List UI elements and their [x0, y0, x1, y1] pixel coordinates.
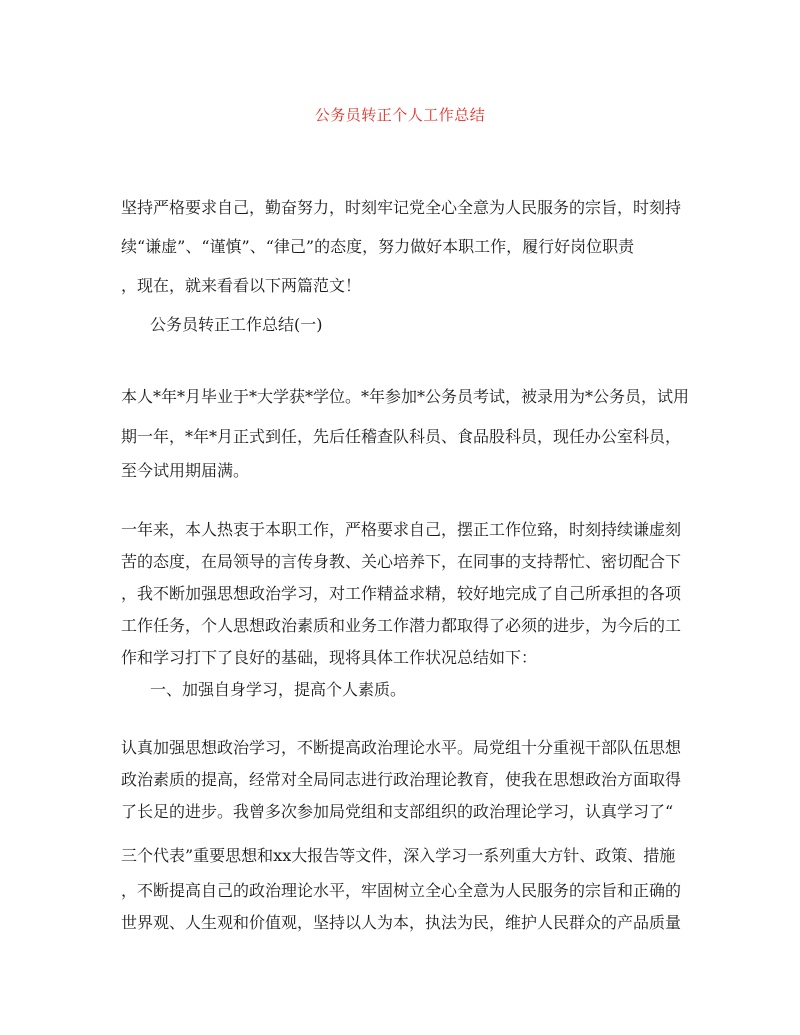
paragraph-2-line-3: ，我不断加强思想政治学习，对工作精益求精，较好地完成了自己所承担的各项: [121, 584, 682, 603]
paragraph-3-line-5: ，不断提高自己的政治理论水平，牢固树立全心全意为人民服务的宗旨和正确的: [121, 881, 682, 900]
paragraph-1-line-3: 至今试用期届满。: [121, 461, 250, 480]
paragraph-2-line-1: 一年来，本人热衷于本职工作，严格要求自己，摆正工作位臵，时刻持续谦虚刻: [121, 520, 682, 539]
paragraph-3-line-1: 认真加强思想政治学习，不断提高政治理论水平。局党组十分重视干部队伍思想: [121, 738, 682, 757]
paragraph-2-line-2: 苦的态度，在局领导的言传身教、关心培养下，在同事的支持帮忙、密切配合下: [121, 552, 682, 571]
paragraph-3-line-4: 三个代表”重要思想和xx大报告等文件，深入学习一系列重大方针、政策、措施: [121, 846, 676, 865]
paragraph-3-line-6: 世界观、人生观和价值观，坚持以人为本，执法为民，维护人民群众的产品质量: [121, 913, 682, 932]
intro-line-3: ，现在，就来看看以下两篇范文！: [121, 276, 362, 295]
paragraph-3-line-2: 政治素质的提高，经常对全局同志进行政治理论教育，使我在思想政治方面取得: [121, 770, 682, 789]
paragraph-3-line-3: 了长足的进步。我曾多次参加局党组和支部组织的政治理论学习，认真学习了“: [121, 802, 674, 821]
paragraph-2-line-4: 工作任务，个人思想政治素质和业务工作潜力都取得了必须的进步，为今后的工: [121, 616, 682, 635]
document-title: 公务员转正个人工作总结: [314, 106, 486, 124]
subsection-heading-1: 一、加强自身学习，提高个人素质。: [150, 680, 407, 699]
section-heading-1: 公务员转正工作总结(一): [150, 315, 323, 334]
intro-line-2: 续“谦虚”、“谨慎”、“律己”的态度，努力做好本职工作，履行好岗位职责: [121, 237, 635, 256]
paragraph-1-line-2: 期一年，*年*月正式到任，先后任稽查队科员、食品股科员，现任办公室科员，: [121, 427, 682, 446]
paragraph-2-line-5: 作和学习打下了良好的基础，现将具体工作状况总结如下：: [121, 648, 538, 667]
intro-line-1: 坚持严格要求自己，勤奋努力，时刻牢记党全心全意为人民服务的宗旨，时刻持: [121, 198, 682, 217]
paragraph-1-line-1: 本人*年*月毕业于*大学获*学位。*年参加*公务员考试，被录用为*公务员，试用: [121, 387, 690, 406]
